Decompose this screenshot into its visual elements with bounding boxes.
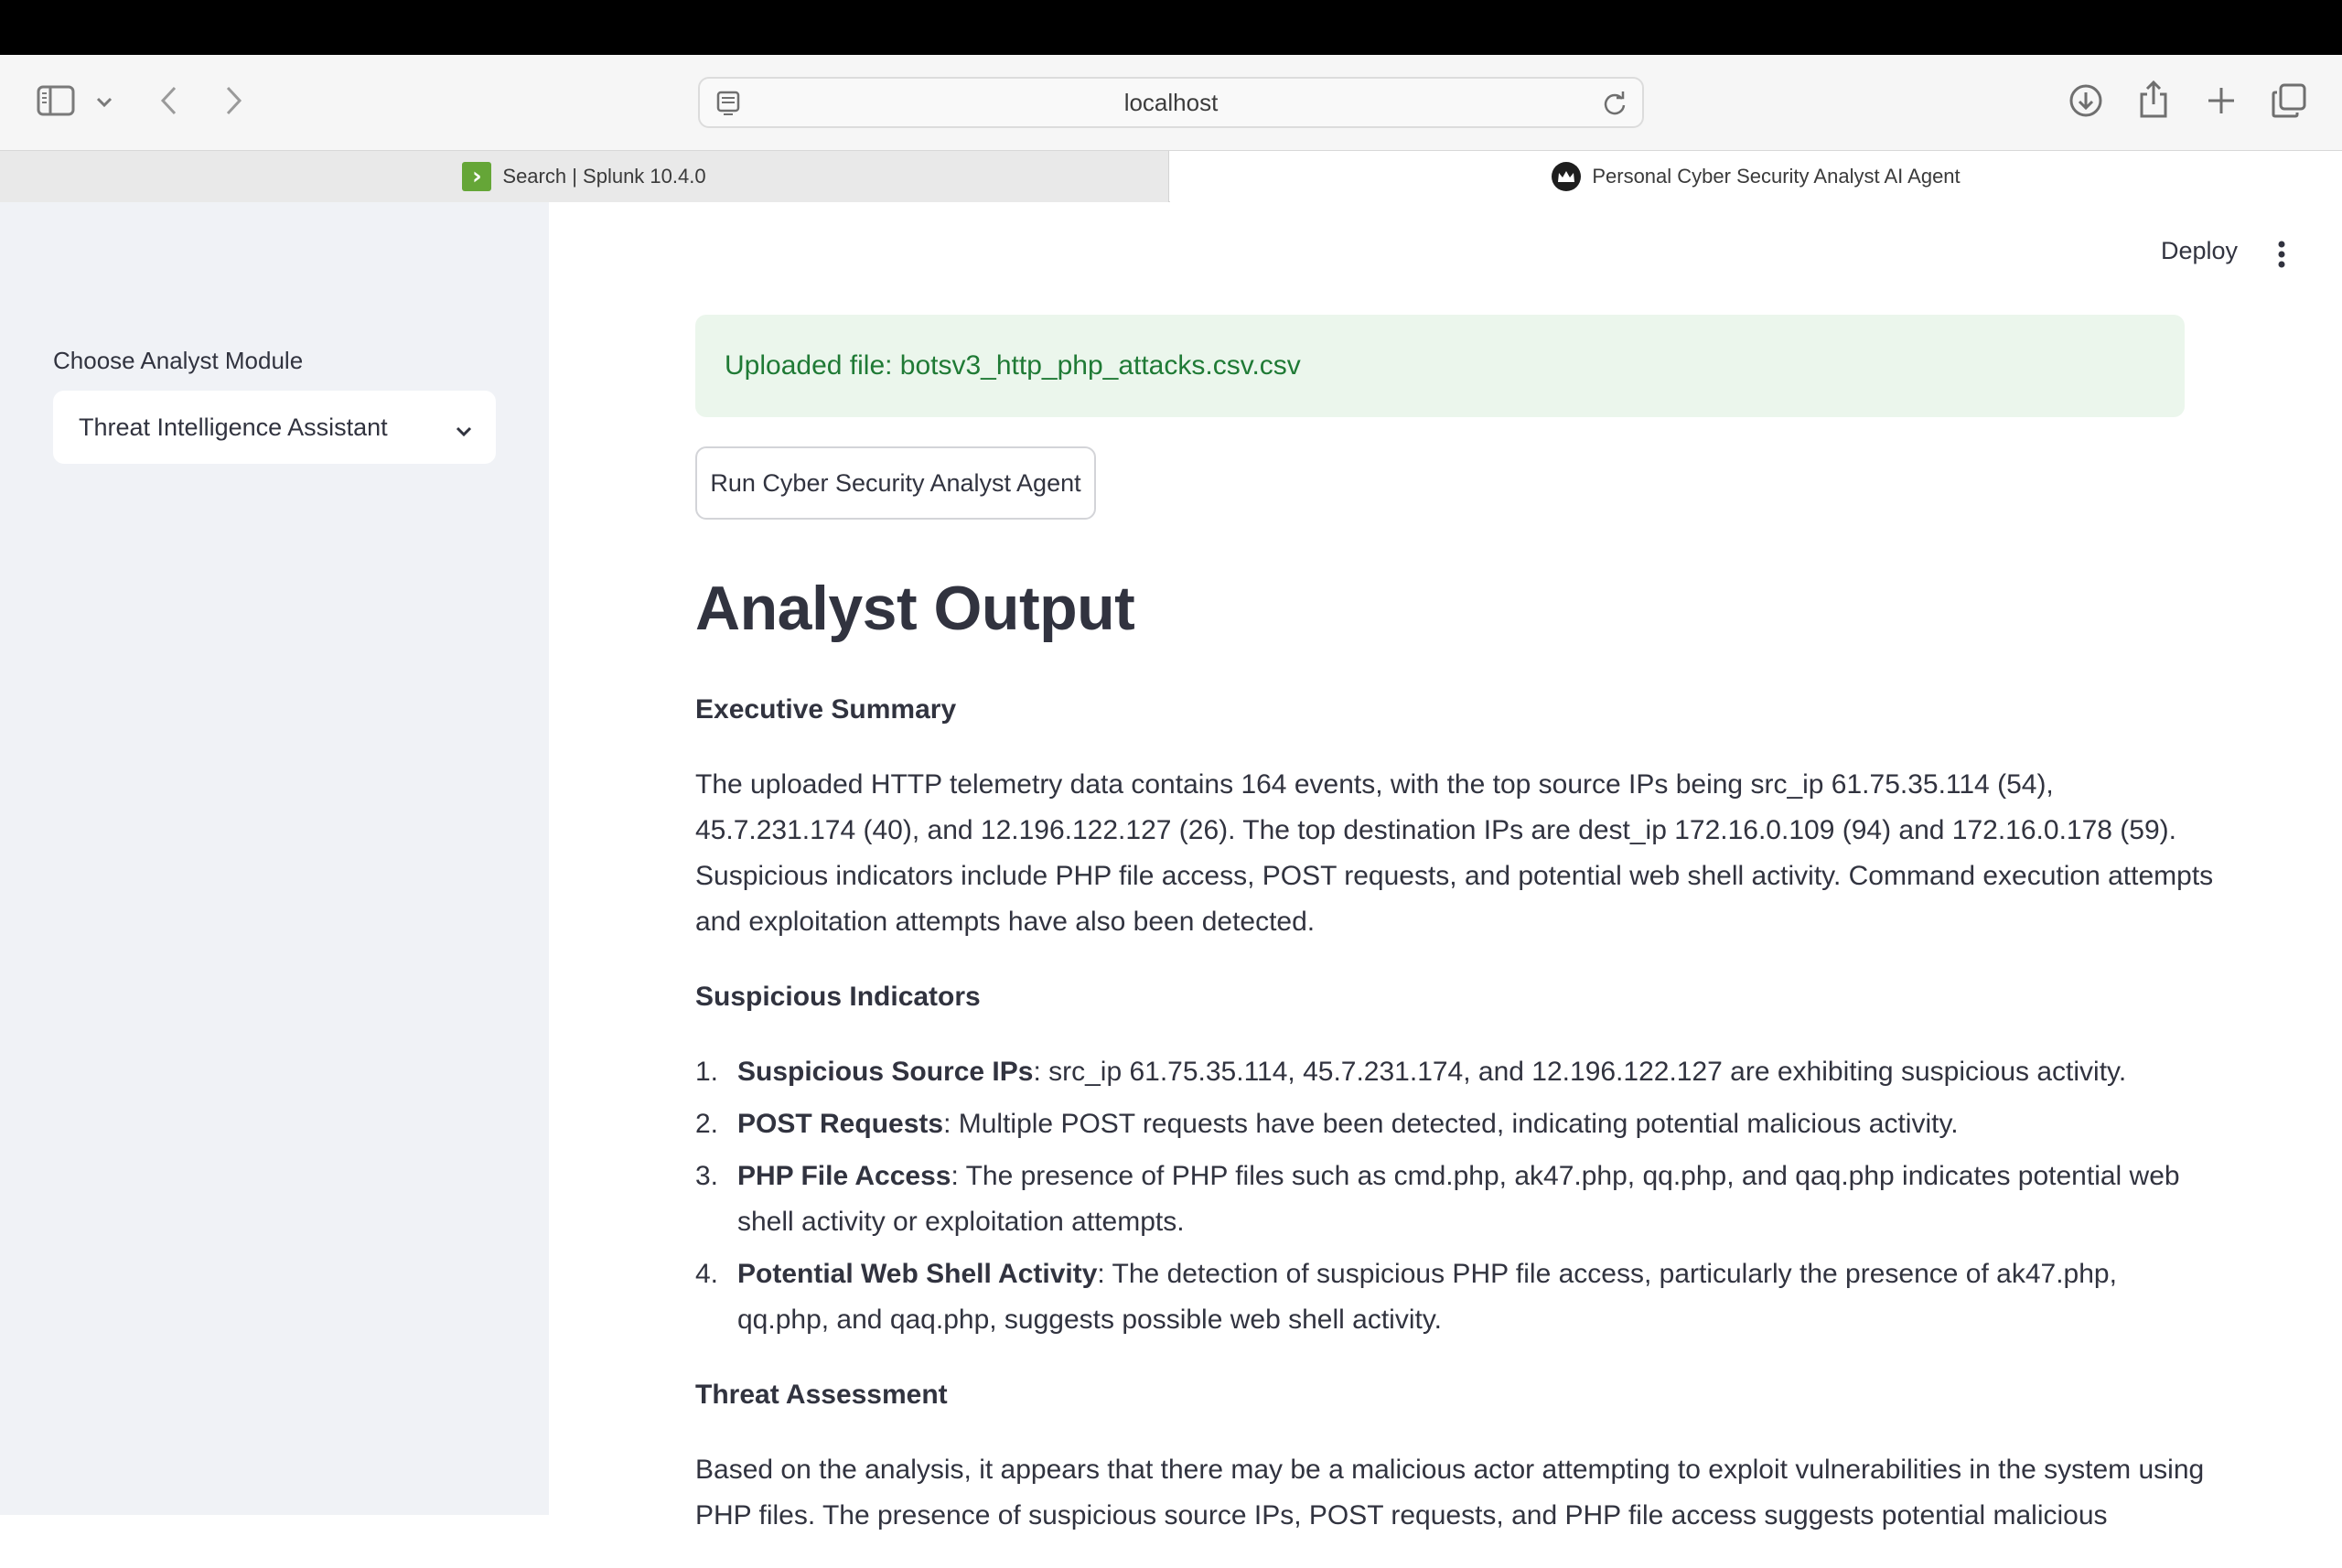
analyst-output (695, 687, 2214, 1568)
crown-logo-icon (1552, 162, 1581, 191)
address-bar[interactable] (698, 77, 1644, 128)
main-menu-button[interactable] (2276, 241, 2287, 273)
tab-label: Personal Cyber Security Analyst AI Agent (1592, 165, 1961, 188)
address-text: localhost (1123, 88, 1219, 116)
suspicious-indicators-heading: Suspicious Indicators (695, 982, 981, 1012)
upload-message: Uploaded file: botsv3_http_php_attacks.csv.csv (725, 350, 1301, 381)
list-item: 4. Potential Web Shell Activity: The detection of suspicious PHP file access, particularly the presence of ak47.php, qq.php, and qaq.php, suggests possible web shell activity. (695, 1259, 2117, 1335)
tab-overview-button[interactable] (2271, 82, 2307, 119)
download-icon (2068, 83, 2103, 118)
module-select[interactable] (53, 391, 496, 464)
sidebar-toggle-button[interactable] (35, 82, 77, 119)
sidebar (0, 202, 549, 1515)
new-tab-button[interactable] (2203, 82, 2240, 119)
system-menu-bar (0, 0, 2342, 55)
reload-icon[interactable] (1602, 91, 1628, 121)
share-button[interactable] (2135, 79, 2172, 119)
deploy-button[interactable]: Deploy (2161, 237, 2239, 264)
tab-cyber-analyst[interactable] (1170, 151, 2342, 202)
chevron-right-icon (224, 86, 242, 115)
more-vertical-icon (2276, 241, 2287, 268)
executive-summary-heading: Executive Summary (695, 694, 957, 725)
tab-splunk-search[interactable] (0, 151, 1169, 202)
threat-assessment-heading: Threat Assessment (695, 1380, 948, 1410)
chevron-down-icon (454, 416, 474, 445)
suspicious-indicators-list (695, 1049, 2214, 1343)
chevron-left-icon (160, 86, 178, 115)
upload-success-alert (695, 315, 2185, 417)
list-item: 1. Suspicious Source IPs: src_ip 61.75.35.114, 45.7.231.174, and 12.196.122.127 are exhibiting suspicious activity. (695, 1057, 2127, 1087)
sidebar-icon (37, 85, 75, 116)
list-item: 2. POST Requests: Multiple POST requests have been detected, indicating potential malicious activity. (695, 1109, 1959, 1139)
tab-label: Search | Splunk 10.4.0 (502, 165, 706, 188)
module-select-value: Threat Intelligence Assistant (79, 413, 388, 441)
tab-bar (0, 150, 2342, 202)
page-menu-icon[interactable] (716, 91, 740, 121)
share-icon (2138, 80, 2169, 118)
main-content (549, 202, 2342, 1530)
plus-icon (2206, 85, 2237, 116)
download-button[interactable] (2068, 82, 2104, 119)
page-title: Analyst Output (695, 574, 1135, 643)
run-agent-button[interactable]: Run Cyber Security Analyst Agent (695, 446, 1096, 520)
executive-summary-text: The uploaded HTTP telemetry data contains 164 events, with the top source IPs being src_ip 61.75.35.114 (54), 45.7.231.174 (40), and 12.196.122.127 (26). The top destination IPs are dest_ip 172.16.0.109 (94) and 172.16.0.178 (59). Suspicious indicators include PHP file access, POST requests, and potential web shell activity. Command execution attempts and exploitation attempts have also been detected. (695, 769, 2214, 937)
module-select-label: Choose Analyst Module (53, 347, 304, 374)
chevron-down-icon (96, 97, 113, 108)
forward-button[interactable] (220, 84, 247, 117)
sidebar-menu-dropdown[interactable] (93, 91, 115, 113)
back-button[interactable] (156, 84, 183, 117)
tabs-icon (2272, 83, 2306, 118)
list-item: 3. PHP File Access: The presence of PHP files such as cmd.php, ak47.php, qq.php, and qaq.php indicates potential web shell activity or exploitation attempts. (695, 1161, 2180, 1237)
splunk-logo-icon: › (462, 162, 491, 191)
threat-assessment-text: Based on the analysis, it appears that there may be a malicious actor attempting to exploit vulnerabilities in the system using PHP files. The presence of suspicious source IPs, POST requests, and PHP file access suggests potential malicious (695, 1455, 2205, 1530)
